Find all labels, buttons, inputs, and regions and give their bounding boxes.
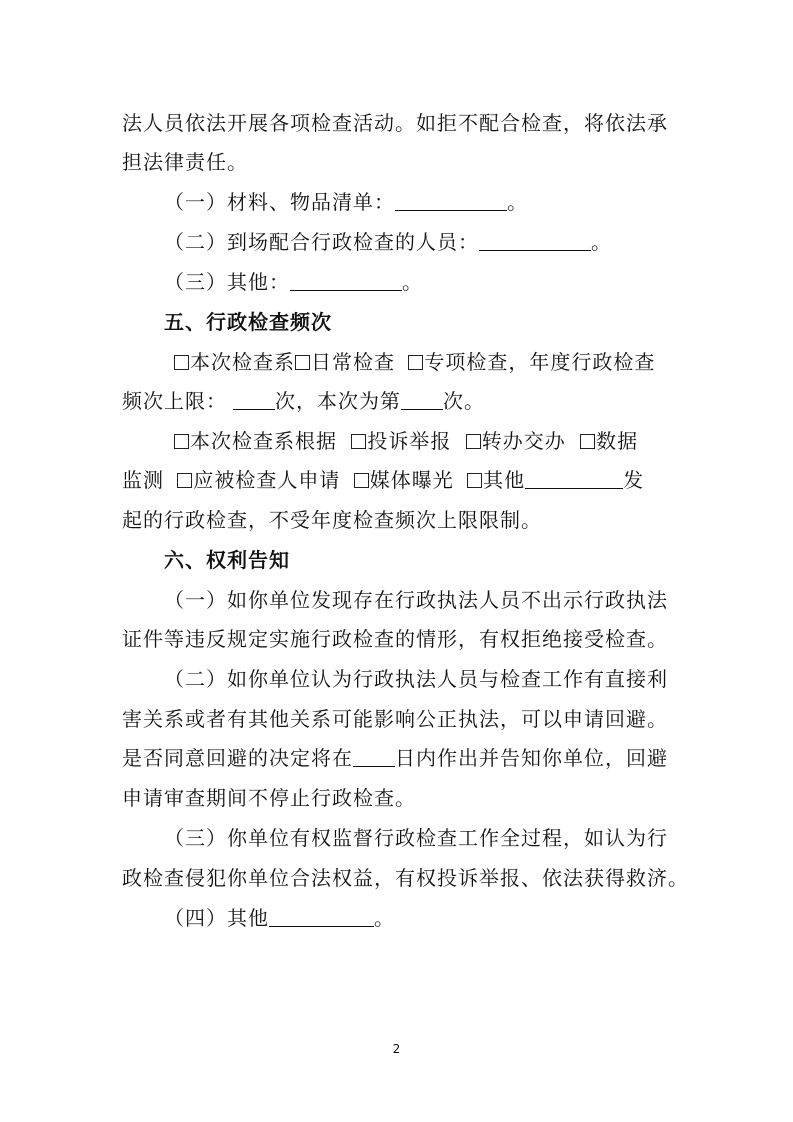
checkbox-other[interactable] [467, 473, 482, 488]
body-line: 起的行政检查，不受年度检查频次上限限制。 [122, 508, 542, 532]
page-number: 2 [392, 1042, 401, 1056]
item-other-rights [164, 906, 395, 930]
checkbox-data[interactable] [580, 434, 595, 449]
basis-line [122, 468, 644, 492]
checkbox-application[interactable] [177, 473, 192, 488]
body-line: （二）如你单位认为行政执法人员与检查工作有直接利 [164, 667, 668, 691]
fill-blank[interactable] [290, 272, 402, 291]
frequency-line [174, 350, 655, 374]
label: （四）其他 [164, 906, 269, 930]
section-heading-frequency: 五、行政检查频次 [164, 310, 332, 334]
item-other-label: （三）其他： [164, 270, 290, 294]
fill-blank[interactable] [269, 908, 374, 927]
period: 。 [507, 190, 528, 214]
label: 转办交办 [481, 429, 566, 453]
fill-blank[interactable] [233, 391, 275, 410]
body-line: （三）你单位有权监督行政检查工作全过程，如认为行 [164, 826, 668, 850]
label: 是否同意回避的决定将在 [122, 746, 353, 770]
fill-blank[interactable] [525, 470, 623, 489]
checkbox-complaint[interactable] [351, 434, 366, 449]
section-heading-rights: 六、权利告知 [164, 548, 290, 572]
label: 数据 [596, 429, 639, 453]
body-line: 申请审查期间不停止行政检查。 [122, 786, 416, 810]
basis-line [174, 429, 638, 453]
label: 媒体曝光 [369, 468, 454, 492]
label: 本次检查系根据 [190, 429, 337, 453]
body-line: 担法律责任。 [122, 150, 248, 174]
body-line: （一）如你单位发现存在行政执法人员不出示行政执法 [164, 588, 668, 612]
label: 投诉举报 [367, 429, 452, 453]
body-line: 法人员依法开展各项检查活动。如拒不配合检查，将依法承 [122, 111, 668, 135]
label: 专项检查，年度行政检查 [424, 350, 656, 374]
label: 次。 [443, 389, 485, 413]
label: 日内作出并告知你单位，回避 [395, 746, 668, 770]
frequency-limit-line [122, 389, 485, 413]
checkbox-routine[interactable] [295, 355, 310, 370]
label: 日常检查 [311, 350, 395, 374]
item-materials-label: （一）材料、物品清单： [164, 190, 395, 214]
checkbox[interactable] [174, 434, 189, 449]
fill-blank[interactable] [479, 232, 591, 251]
checkbox-media[interactable] [354, 473, 369, 488]
fill-blank[interactable] [353, 748, 395, 767]
item-other [164, 270, 423, 294]
fill-blank[interactable] [401, 391, 443, 410]
fill-blank[interactable] [395, 192, 507, 211]
label: 频次上限： [122, 389, 227, 413]
period: 。 [374, 906, 395, 930]
checkbox-special[interactable] [408, 355, 423, 370]
checkbox[interactable] [174, 355, 189, 370]
body-line: 证件等违反规定实施行政检查的情形，有权拒绝接受检查。 [122, 627, 668, 651]
recusal-line [122, 746, 668, 770]
period: 。 [591, 230, 612, 254]
body-line: 政检查侵犯你单位合法权益，有权投诉举报、依法获得救济。 [122, 866, 689, 890]
label: 发 [623, 468, 645, 492]
label: 本次检查系 [190, 350, 295, 374]
period: 。 [402, 270, 423, 294]
item-materials [164, 190, 528, 214]
label: 监测 [122, 468, 164, 492]
checkbox-transfer[interactable] [466, 434, 481, 449]
item-personnel [164, 230, 612, 254]
label: 其他 [483, 468, 526, 492]
label: 次，本次为第 [275, 389, 401, 413]
label: 应被检查人申请 [193, 468, 341, 492]
body-line: 害关系或者有其他关系可能影响公正执法，可以申请回避。 [122, 707, 668, 731]
item-personnel-label: （二）到场配合行政检查的人员： [164, 230, 479, 254]
